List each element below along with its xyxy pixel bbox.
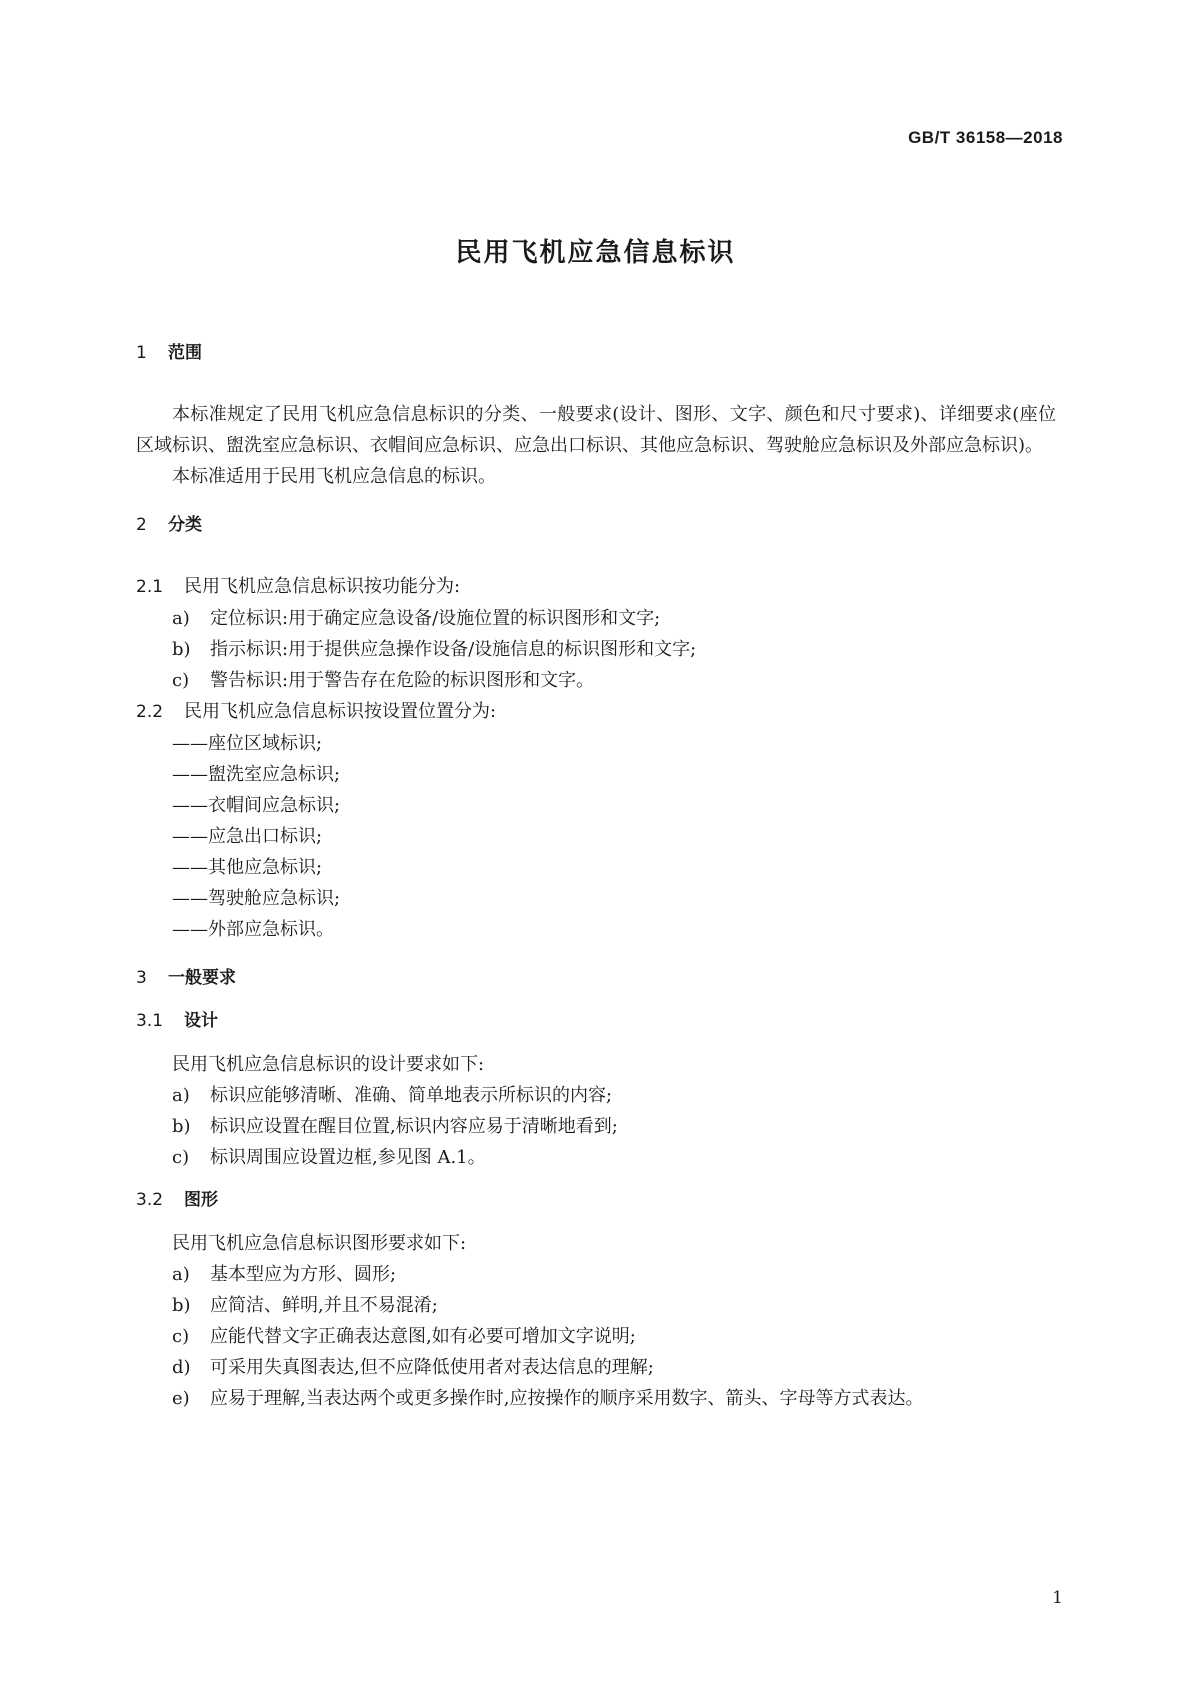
section-number: 1 [136,343,147,363]
list-marker: —— [172,919,208,940]
list-item [136,1111,1056,1142]
list-item [136,1383,1056,1414]
section-1-heading [136,338,1056,369]
list-item-text: 盥洗室应急标识; [208,764,341,785]
list-marker: —— [172,764,208,785]
list-marker: —— [172,795,208,816]
list-marker: e) [172,1388,190,1409]
list-item-text: 可采用失真图表达,但不应降低使用者对表达信息的理解; [210,1357,654,1378]
list-item-text: 应能代替文字正确表达意图,如有必要可增加文字说明; [210,1326,636,1347]
list-item [136,1352,1056,1383]
subsection-title: 图形 [184,1190,218,1210]
graphic-requirements-list [136,1259,1056,1414]
paragraph: 民用飞机应急信息标识图形要求如下: [172,1233,467,1254]
section-title: 分类 [168,515,202,535]
list-marker: c) [172,670,190,691]
list-item-text: 座位区域标识; [208,733,323,754]
clause-text: 民用飞机应急信息标识按功能分为: [184,576,461,597]
list-item-text: 基本型应为方形、圆形; [210,1264,397,1285]
list-item-text: 定位标识:用于确定应急设备/设施位置的标识图形和文字; [210,608,661,629]
paragraph: 本标准规定了民用飞机应急信息标识的分类、一般要求(设计、图形、文字、颜色和尺寸要求)、详细要求(座位区域标识、盥洗室应急标识、衣帽间应急标识、应急出口标识、其他应急标识、驾驶舱应急标识及外部应急标识)。 [136,404,1056,456]
list-marker: —— [172,826,208,847]
list-item-text: 应简洁、鲜明,并且不易混淆; [210,1295,438,1316]
subsection-3-1-heading [136,1006,1056,1037]
list-item [136,1080,1056,1111]
list-item [136,914,1056,945]
list-item [136,1142,1056,1173]
design-requirements-list [136,1080,1056,1173]
list-item-text: 其他应急标识; [208,857,323,878]
document-body [136,338,1056,1414]
section-2-heading [136,510,1056,541]
list-item-text: 衣帽间应急标识; [208,795,341,816]
clause-text: 民用飞机应急信息标识按设置位置分为: [184,701,497,722]
section-title: 范围 [168,343,202,363]
document-title: 民用飞机应急信息标识 [455,238,736,268]
list-item-text: 指示标识:用于提供应急操作设备/设施信息的标识图形和文字; [210,639,697,660]
list-item [136,1321,1056,1352]
list-item [136,1290,1056,1321]
list-item-text: 标识应能够清晰、准确、简单地表示所标识的内容; [210,1085,613,1106]
list-marker: b) [172,1116,191,1137]
section-number: 3 [136,968,147,988]
paragraph: 本标准适用于民用飞机应急信息的标识。 [172,466,496,487]
clause-number: 2.1 [136,577,164,597]
list-item [136,821,1056,852]
paragraph: 民用飞机应急信息标识的设计要求如下: [172,1054,485,1075]
subsection-number: 3.1 [136,1011,164,1031]
list-item [136,634,1056,665]
section-3-heading [136,963,1056,994]
list-marker: c) [172,1326,190,1347]
clause-2-2 [136,696,1056,728]
list-item [136,790,1056,821]
list-marker: c) [172,1147,190,1168]
list-item [136,883,1056,914]
list-item-text: 外部应急标识。 [208,919,334,940]
location-list [136,728,1056,945]
clause-2-1 [136,571,1056,603]
section-title: 一般要求 [168,968,236,988]
list-marker: —— [172,733,208,754]
list-marker: b) [172,1295,191,1316]
list-item-text: 应易于理解,当表达两个或更多操作时,应按操作的顺序采用数字、箭头、字母等方式表达。 [210,1388,924,1409]
list-item-text: 应急出口标识; [208,826,323,847]
list-marker: —— [172,888,208,909]
standard-code: GB/T 36158—2018 [908,128,1063,147]
list-item [136,759,1056,790]
list-marker: a) [172,1085,190,1106]
section-number: 2 [136,515,147,535]
list-marker: a) [172,1264,190,1285]
list-marker: b) [172,639,191,660]
list-item-text: 标识周围应设置边框,参见图 A.1。 [210,1147,486,1168]
list-item-text: 标识应设置在醒目位置,标识内容应易于清晰地看到; [210,1116,618,1137]
list-item-text: 驾驶舱应急标识; [208,888,341,909]
list-item [136,852,1056,883]
page-number: 1 [1052,1588,1063,1608]
subsection-3-2-heading [136,1185,1056,1216]
list-item-text: 警告标识:用于警告存在危险的标识图形和文字。 [210,670,595,691]
subsection-title: 设计 [184,1011,218,1031]
list-item [136,665,1056,696]
list-marker: a) [172,608,190,629]
clause-number: 2.2 [136,702,164,722]
list-marker: d) [172,1357,191,1378]
subsection-number: 3.2 [136,1190,164,1210]
function-list [136,603,1056,696]
list-marker: —— [172,857,208,878]
list-item [136,1259,1056,1290]
list-item [136,728,1056,759]
list-item [136,603,1056,634]
